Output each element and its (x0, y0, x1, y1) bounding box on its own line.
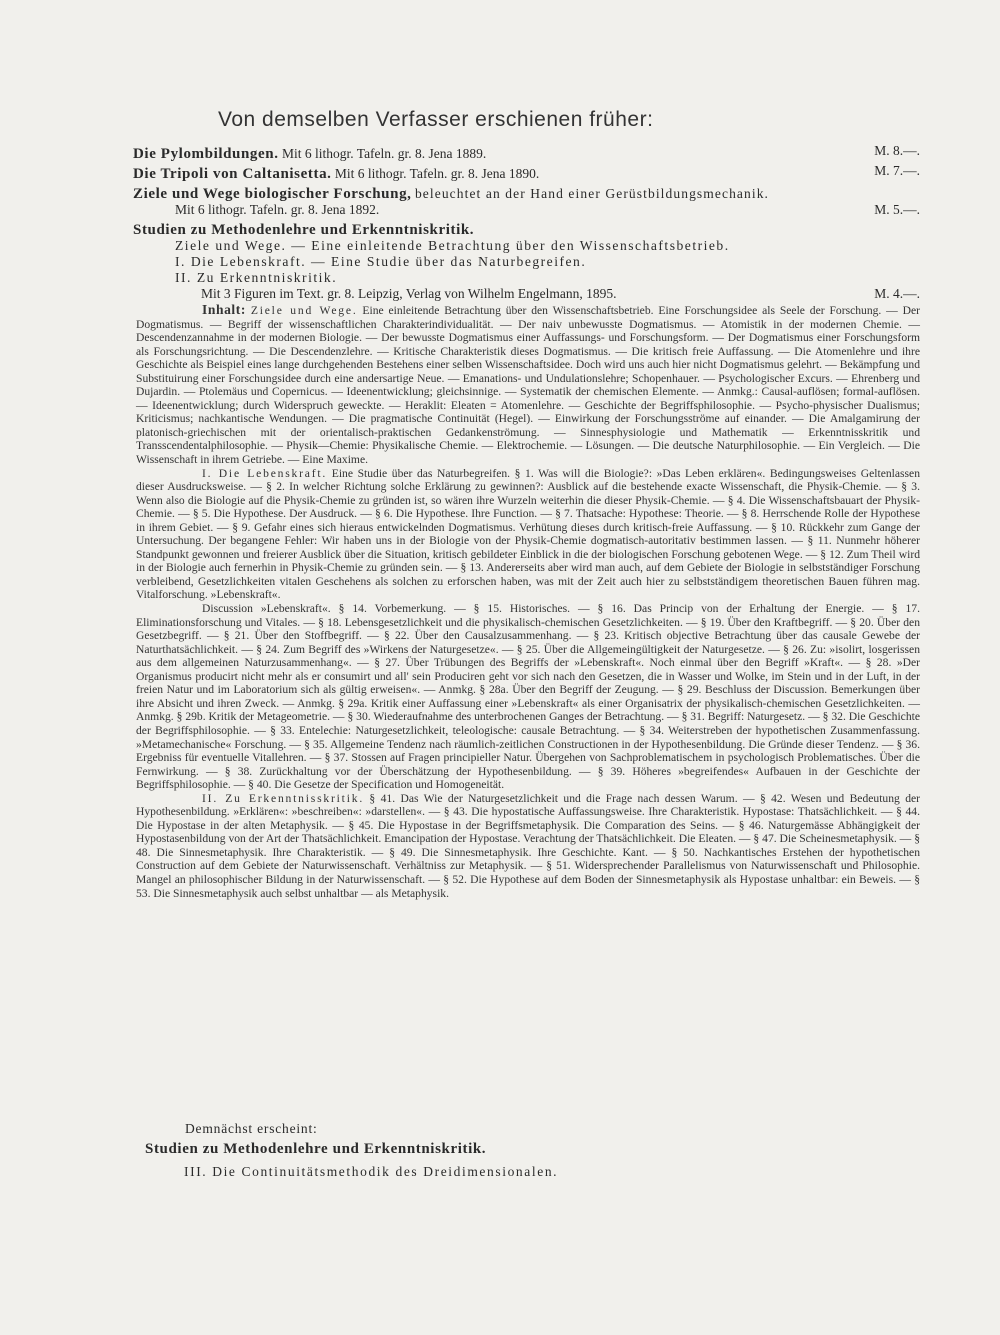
contents-text: Eine einleitende Betrachtung über den Wissenschaftsbetrieb. Eine Forschungsidee als Seele der Forschung. — Der Dogmatismus. — Begriff der wissenschaftlichen Charakterindividualität. — Der naiv unbewusste Dogmatismus. — Atomistik in der modernen Chemie. — Descendenzannahme in der modernen Biologie. — Der bewusste Dogmatismus einer Auffassungs- und Forschungsform. — Der Dogmatismus einer Forschungsform als Forschungsrichtung. — Die Descendenzlehre. — Kritische Charakteristik dieses Dogmatismus. — Die kritisch freie Auffassung. — Die Atomenlehre und ihre Geschichte als Beispiel eines lange durchgehenden Bestehens einer selben Wissenschaftsidee. Doch wird uns auch hier nicht Dogmatismus gelehrt. — Bekämpfung und Substituirung einer Forschungsidee durch eine andersartige Neue. — Emanations- und Undulationslehre; Schopenhauer. — Psychologischer Excurs. — Ehrenberg und Dujardin. — Ptolemäus und Copernicus. — Ideenentwicklung; gleichsinnige. — Systematik der chemischen Elemente. — Anmkg.: Causal-auflösen; formal-auflösen. — Ideenentwicklung; durch Widerspruch geweckte. — Heraklit: Eleaten = Atomenlehre. — Geschichte der Begriffsphilosophie. — Psycho-physischer Dualismus; Kriticismus; nachkantische Wendungen. — Die pragmatische Continuität (Hegel). — Einwirkung der Forschungsströme auf einander. — Die Amalgamirung der platonisch-griechischen mit der orientalisch-praktischen Gedankenströmung. — Sinnesphysiologie und Mathematik — Erkenntnisskritik und Transscendentalphilosophie. — Physik—Chemie: Physikalische Chemie. — Elektrochemie. — Lösungen. — Die deutsche Naturphilosophie. — Ein Vergleich. — Die Wissenschaft in ihrem Getriebe. — Eine Maxime. (136, 304, 920, 467)
contents-paragraph (136, 602, 920, 792)
work-detail-2: Mit 6 lithogr. Tafeln. gr. 8. Jena 1892. (175, 202, 380, 217)
work-title: Die Tripoli von Caltanisetta. (133, 166, 332, 182)
page-heading: Von demselben Verfasser erschienen früher: (218, 108, 654, 131)
announcement-label: Demnächst erscheint: (185, 1121, 318, 1136)
work-detail: Mit 6 lithogr. Tafeln. gr. 8. Jena 1890. (334, 166, 540, 181)
contents-label: Inhalt: (202, 302, 246, 317)
contents-text: Eine Studie über das Naturbegreifen. § 1. Was will die Biologie?: »Das Leben erklären«. Bedingungsweises Geltenlassen dieser Ausdrucksweise. — § 2. In welcher Richtung solche Erklärung zu gewinnen?: Ausblick auf die bestehende exacte Wissenschaft, die Physik-Chemie. — § 3. Wenn also die Biologie auf die Physik-Chemie zu gründen ist, so wären ihre Wurzeln weiterhin die dieser Physik-Chemie. — § 4. Die Wissenschaftsbauart der Physik-Chemie. — § 5. Die Hypothese. Der Ausdruck. — § 6. Die Hypothese. Ihre Function. — § 7. Thatsache: Hypothese: Theorie. — § 8. Herrschende Rolle der Hypothese in ihrem Gebiet. — § 9. Gefahr eines sich hieraus entwickelnden Dogmatismus. Verhütung dieses durch kritisch-freie Auffassung. — § 10. Rückkehr zum Gange der Untersuchung. Der begangene Fehler: Wir haben uns in der Biologie von der Physik-Chemie dogmatisch-autoritativ bestimmen lassen. — § 11. Nunmehr höherer Standpunkt gewonnen und freierer Ausblick über die Situation, kritisch gebildeter Einblick in die der biologischen Forschung gebotenen Wege. — § 12. Zum Theil wird in der Biologie auch fernerhin in Physik-Chemie zu gründen sein. — § 13. Andererseits aber wird man auch, auf dem Gebiete der Biologie in selbstständiger Forschung verbleibend, Gesetzlichkeiten vitalen Geschehens als solchen zu erforschen haben, was mit der Zeit auch hier zu selbstständigem theoretischen Bauen führen mag. Vitalforschung. »Lebenskraft«. (136, 466, 920, 602)
work-price: M. 7.—. (874, 163, 920, 178)
contents-lead: II. Zu Erkenntnisskritik. (202, 791, 365, 805)
contents-paragraph (136, 792, 920, 900)
work-entry (133, 163, 920, 182)
work-price: M. 5.—. (874, 202, 920, 217)
work-detail: Mit 6 lithogr. Tafeln. gr. 8. Jena 1889. (282, 146, 487, 161)
announcement-subtitle: III. Die Continuitätsmethodik des Dreidimensionalen. (184, 1164, 559, 1179)
table-of-contents (136, 303, 920, 900)
work-detail: beleuchtet an der Hand einer Gerüstbildungsmechanik. (414, 186, 770, 201)
work-part: Ziele und Wege. — Eine einleitende Betrachtung über den Wissenschaftsbetrieb. (175, 238, 730, 253)
works-list (133, 143, 920, 302)
contents-text: § 14. Vorbemerkung. — § 15. Historisches. — § 16. Das Princip von der Erhaltung der Energie. — § 17. Eliminationsforschung und Vitales. — § 18. Lebensgesetzlichkeit und die physikalisch-chemischen Gesetzlichkeiten. — § 19. Über den Kraftbegriff. — § 20. Über den Gesetzbegriff. — § 21. Über den Stoffbegriff. — § 22. Über den Causalzusammenhang. — § 23. Kritisch objective Betrachtung über das causale Gewebe der Naturthatsächlichkeit. — § 24. Zum Begriff des »Wirkens der Naturgesetze«. — § 25. Über die Allgemeingültigkeit der Naturgesetze. — § 26. Zu: »isolirt, losgerissen aus dem allgemeinen Naturzusammenhang«. — § 27. Über Trübungen des Begriffs der »Lebenskraft«. Noch einmal über den Begriff »Kraft«. — § 28. »Der Organismus producirt nicht mehr als er consumirt und all' sein Produciren geht vor sich nach den Gesetzen, die in Wasser und Wolke, im Stein und in der Luft, in der freien Natur und im Laboratorium sich als gültig erweisen«. — Anmkg. § 28a. Über den Begriff der Zeugung. — § 29. Beschluss der Discussion. Bemerkungen über ihre Absicht und ihren Zweck. — Anmkg. § 29a. Kritik einer Auffassung einer »Lebenskraft« als einer Organisatrix der physikalisch-chemischen Gesetzlichkeiten. — Anmkg. § 29b. Kritik der Metageometrie. — § 30. Wiederaufnahme des unterbrochenen Ganges der Betrachtung. — § 31. Begriff: Naturgesetz. — § 32. Die Geschichte der Begriffsphilosophie. — § 33. Entelechie: Naturgesetzlichkeit, teleologische: causale Betrachtung. — § 34. Weiterstreben der hypothetischen Zusammenfassung. »Metamechanische« Forschung. — § 35. Allgemeine Tendenz nach räumlich-zeitlichen Constructionen in der Hypothesenbildung. Die Gründe dieser Tendenz. — § 36. Ergebniss für eventuelle Vitallehren. — § 37. Stossen auf Fragen principieller Natur. Übergehen von Sachproblematischem in psychologisch Problematisches. Über die Fernwirkung. — § 38. Zurückhaltung vor der Überschätzung der Hypothesenbildung. — § 39. Höheres »begreifendes« Aufbauen in der Geschichte der Begriffsphilosophie. — § 40. Die Gesetze der Specification und Homogeneität. (136, 602, 920, 792)
contents-text: § 41. Das Wie der Naturgesetzlichkeit und die Frage nach dessen Warum. — § 42. Wesen und Bedeutung der Hypothesenbildung. »Erklären«: »beschreiben«: »darstellen«. — § 43. Die hypostatische Auffassungsweise. Ihre Charakteristik. Hypostase: Thatsächlichkeit. — § 44. Die Hypostase in der alten Metaphysik. — § 45. Die Hypostase in der Begriffsmetaphysik. Die Comparation des Seins. — § 46. Naturgemässe Abhängigkeit der Hypostasenbildung von der Art der Thatsächlichkeit. Emancipation der Hypostase. Verachtung der Thatsächlichkeit. Die Eleaten. — § 47. Die Scheinesmetaphysik. — § 48. Die Sinnesmetaphysik. Ihre Charakteristik. — § 49. Die Sinnesmetaphysik. Ihre Geschichte. Kant. — § 50. Nachkantisches Erstehen der hypothetischen Construction auf dem Gebiete der Naturwissenschaft. Verhältniss zur Metaphysik. — § 51. Widersprechender Parallelismus von Naturwissenschaft und Philosophie. Mangel an philosophischer Bildung in der Naturwissenschaft. — § 52. Die Hypothese auf dem Boden der Sinnesmetaphysik als Hypostase unhaltbar: ein Beweis. — § 53. Die Sinnesmetaphysik auch selbst unhaltbar — als Metaphysik. (136, 791, 920, 900)
work-price: M. 4.—. (874, 286, 920, 301)
contents-lead: Ziele und Wege. (250, 304, 358, 317)
announcement-title: Studien zu Methodenlehre und Erkenntniskritik. (145, 1141, 487, 1157)
work-entry (133, 143, 920, 162)
work-entry (133, 186, 920, 218)
contents-lead: I. Die Lebenskraft. (202, 466, 328, 480)
contents-lead: Discussion »Lebenskraft«. (202, 602, 331, 616)
work-entry (133, 222, 920, 302)
work-part: I. Die Lebenskraft. — Eine Studie über das Naturbegreifen. (175, 254, 587, 269)
work-detail: Mit 3 Figuren im Text. gr. 8. Leipzig, Verlag von Wilhelm Engelmann, 1895. (201, 286, 617, 301)
work-title: Ziele und Wege biologischer Forschung, (133, 186, 412, 202)
contents-paragraph (136, 303, 920, 467)
work-price: M. 8.—. (874, 143, 920, 158)
work-title: Die Pylombildungen. (133, 146, 279, 162)
work-part: II. Zu Erkenntniskritik. (175, 270, 338, 285)
contents-paragraph (136, 467, 920, 602)
work-title: Studien zu Methodenlehre und Erkenntniskritik. (133, 222, 475, 238)
